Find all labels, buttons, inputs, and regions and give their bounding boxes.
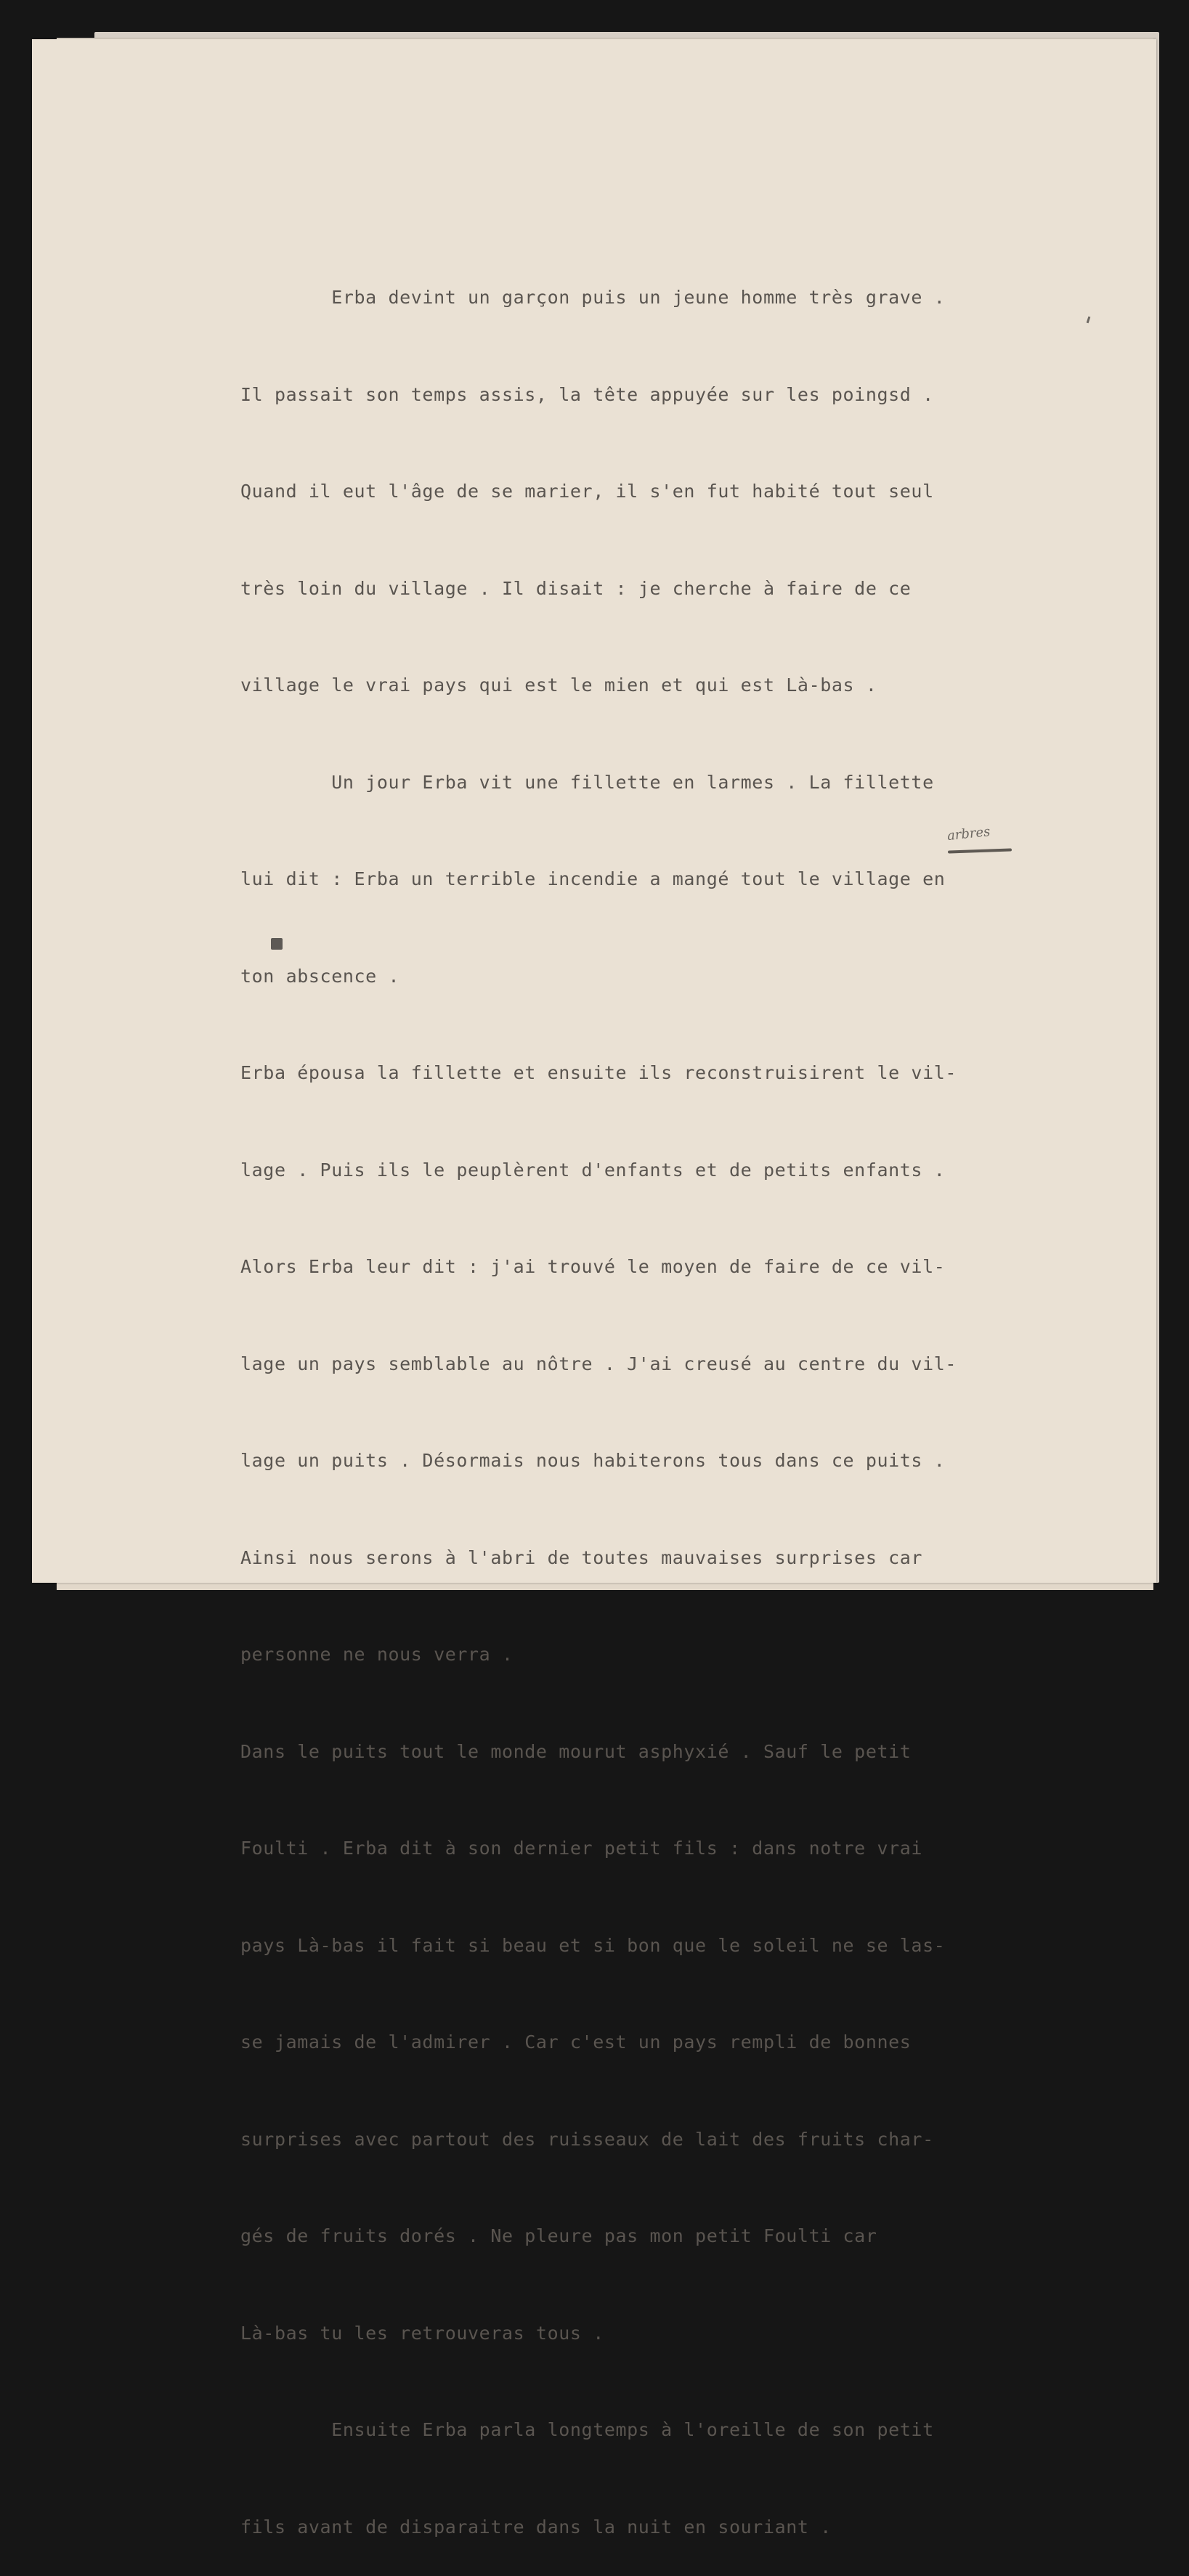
text-line: Quand il eut l'âge de se marier, il s'en fut habité tout seul bbox=[240, 481, 934, 502]
text-line: Erba devint un garçon puis un jeune homme très grave . bbox=[240, 287, 946, 308]
text-line: lage un pays semblable au nôtre . J'ai creusé au centre du vil- bbox=[240, 1353, 957, 1374]
text-line: village le vrai pays qui est le mien et qui est Là-bas . bbox=[240, 674, 877, 696]
text-line: lage un puits . Désormais nous habiterons tous dans ce puits . bbox=[240, 1450, 946, 1471]
text-line: très loin du village . Il disait : je cherche à faire de ce bbox=[240, 577, 912, 599]
text-line: Dans le puits tout le monde mourut asphyxié . Sauf le petit bbox=[240, 1740, 912, 1762]
text-line: lage . Puis ils le peuplèrent d'enfants et de petits enfants . bbox=[240, 1159, 946, 1181]
typewritten-text bbox=[240, 217, 1177, 2576]
handwritten-correction: arbres bbox=[946, 823, 991, 844]
text-line: Un jour Erba vit une fillette en larmes . La fillette bbox=[240, 771, 934, 793]
text-line: Foulti . Erba dit à son dernier petit fils : dans notre vrai bbox=[240, 1838, 923, 1859]
text-line: se jamais de l'admirer . Car c'est un pays rempli de bonnes bbox=[240, 2031, 912, 2053]
text-line: pays Là-bas il fait si beau et si bon que le soleil ne se las- bbox=[240, 1934, 946, 1956]
text-line: Il passait son temps assis, la tête appuyée sur les poingsd . bbox=[240, 383, 934, 405]
text-line: gés de fruits dorés . Ne pleure pas mon petit Foulti car bbox=[240, 2225, 877, 2246]
text-line: surprises avec partout des ruisseaux de lait des fruits char- bbox=[240, 2128, 934, 2150]
text-line: Ensuite Erba parla longtemps à l'oreille de son petit bbox=[240, 2419, 934, 2440]
text-line: Là-bas tu les retrouveras tous . bbox=[240, 2322, 604, 2344]
typed-block-mark bbox=[271, 938, 283, 950]
text-line: fils avant de disparaitre dans la nuit en souriant . bbox=[240, 2516, 832, 2538]
text-line: ton abscence . bbox=[240, 965, 400, 987]
text-line: Erba épousa la fillette et ensuite ils reconstruisirent le vil- bbox=[240, 1062, 957, 1083]
text-line: Ainsi nous serons à l'abri de toutes mauvaises surprises car bbox=[240, 1546, 923, 1568]
text-line: Alors Erba leur dit : j'ai trouvé le moyen de faire de ce vil- bbox=[240, 1256, 946, 1277]
text-line: personne ne nous verra . bbox=[240, 1644, 514, 1665]
text-line: lui dit : Erba un terrible incendie a mangé tout le village en bbox=[240, 868, 946, 889]
